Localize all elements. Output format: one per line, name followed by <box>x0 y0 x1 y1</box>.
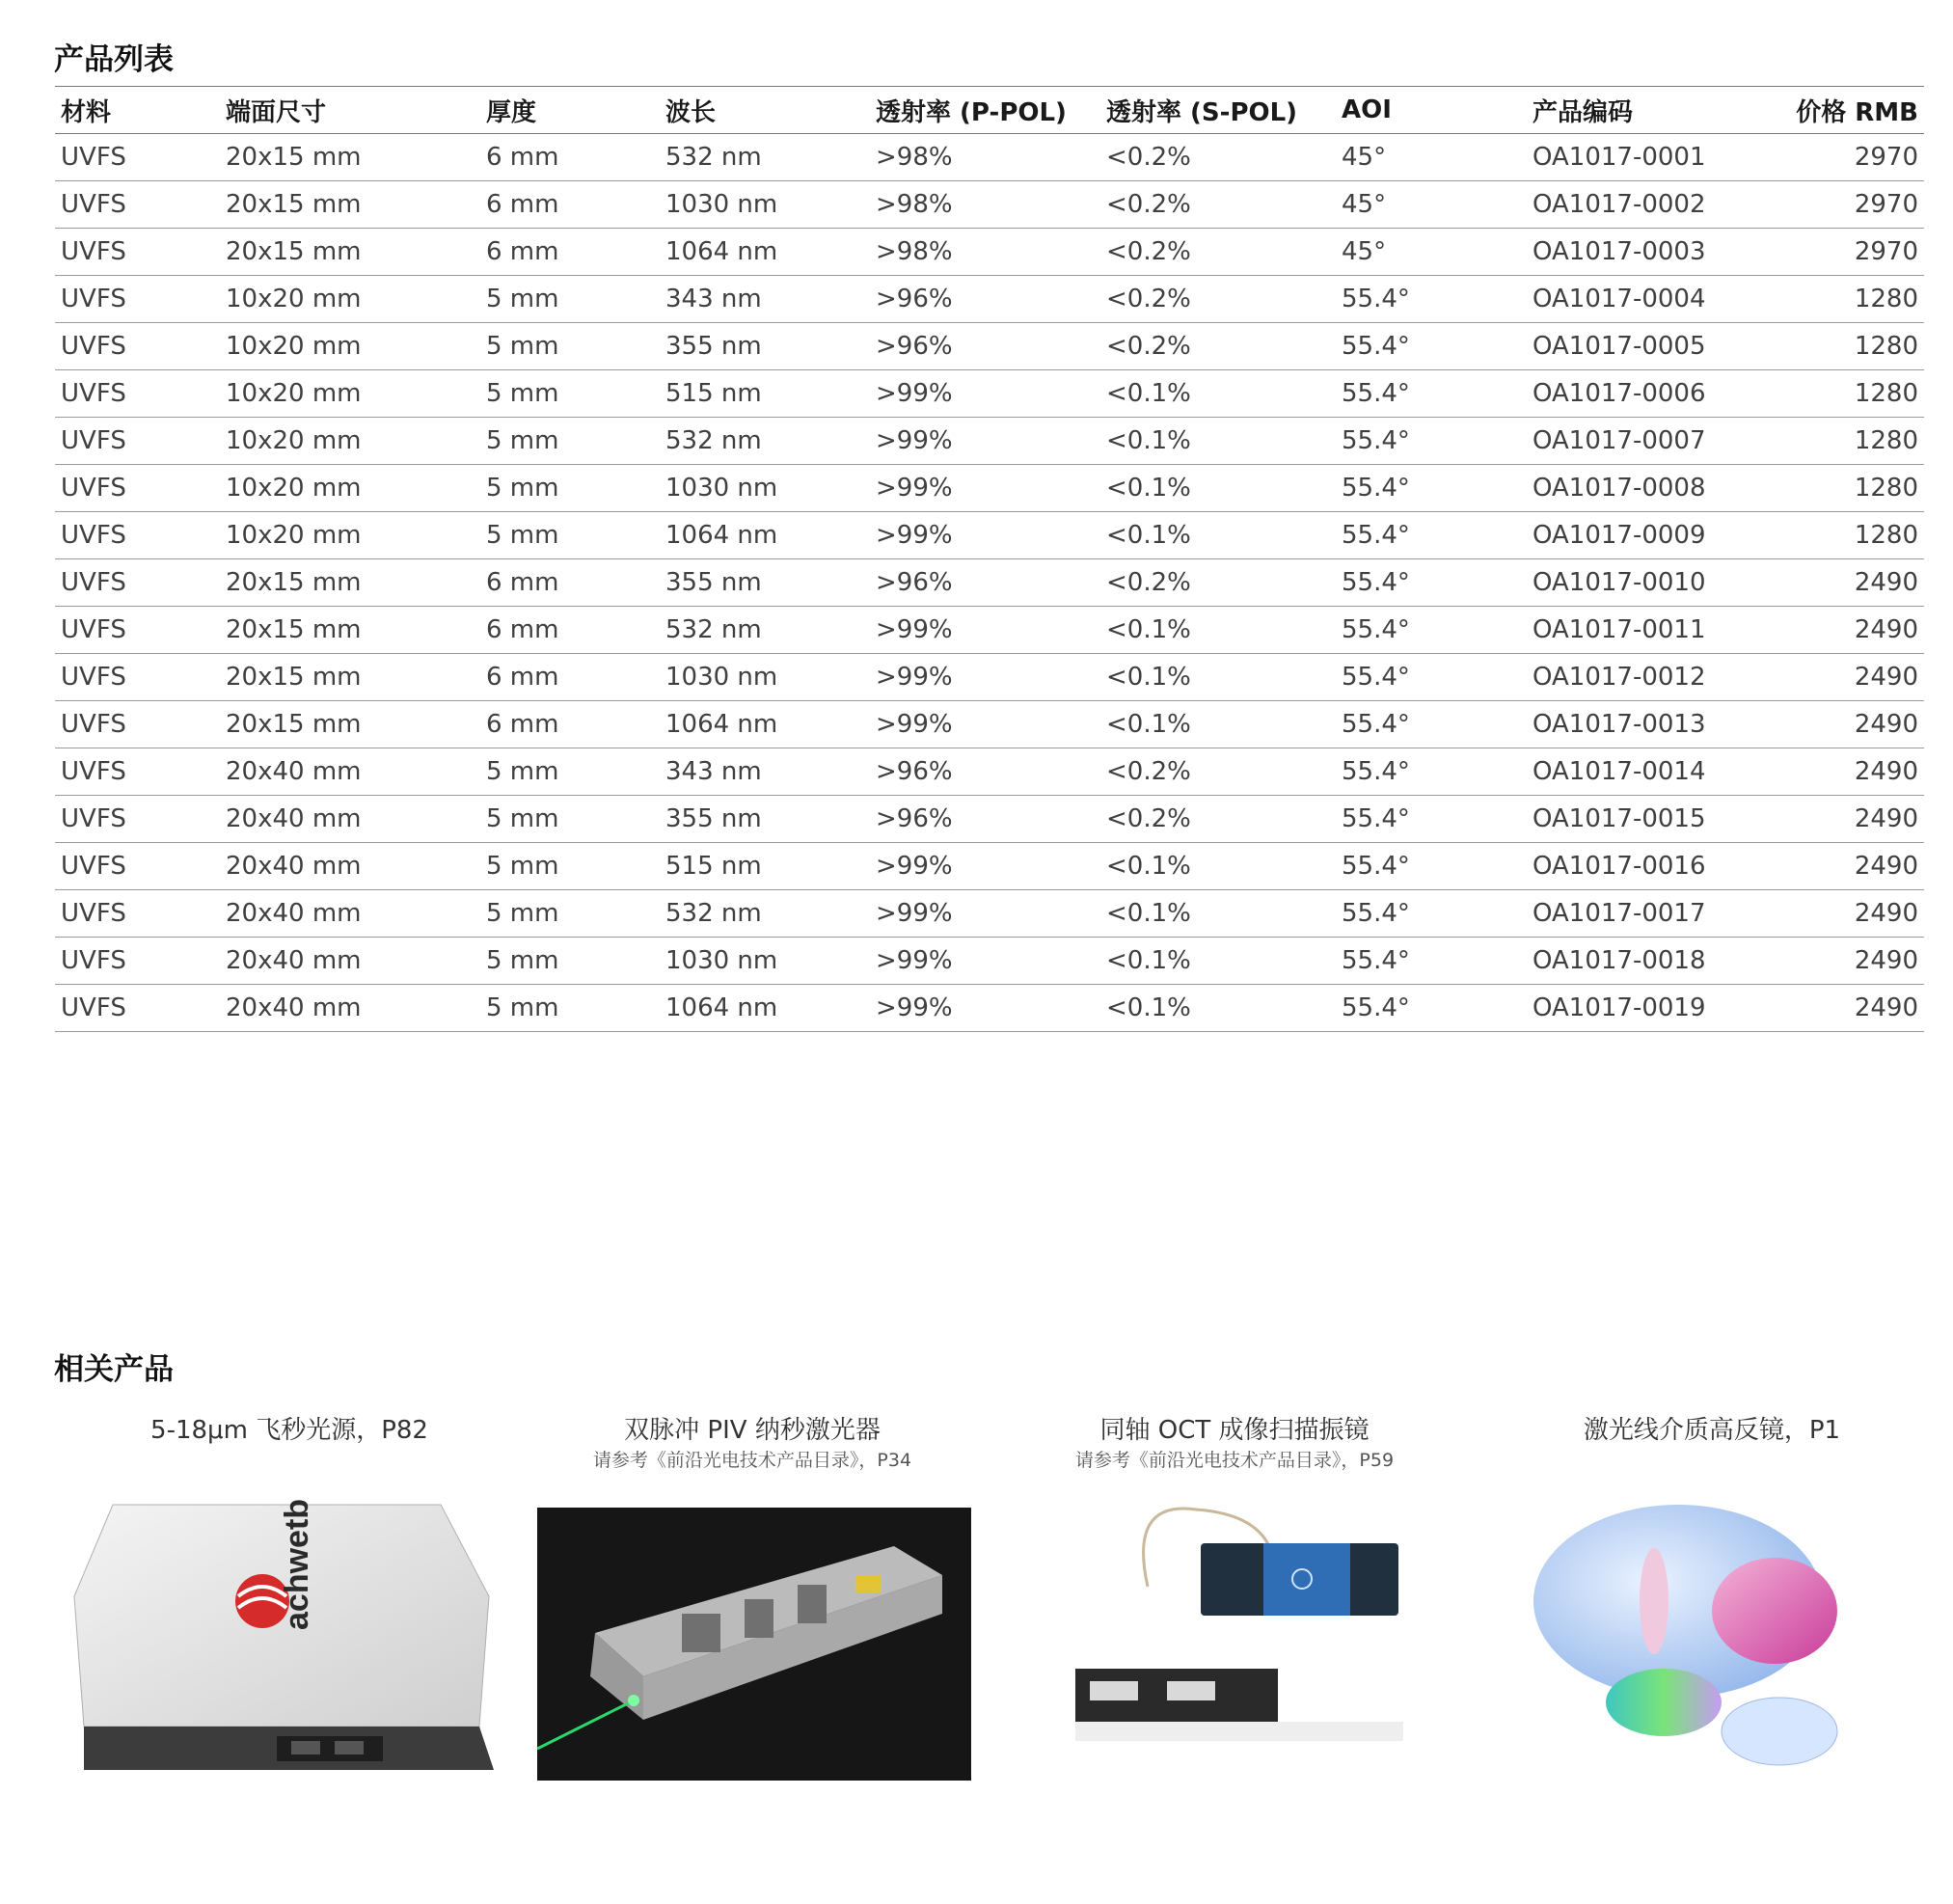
table-cell: 1280 <box>1776 276 1924 323</box>
table-cell: >96% <box>870 276 1100 323</box>
table-cell: 532 nm <box>660 418 870 465</box>
table-cell: 6 mm <box>480 181 660 229</box>
table-cell: <0.1% <box>1100 607 1336 654</box>
table-cell: 55.4° <box>1336 323 1527 370</box>
table-cell: 55.4° <box>1336 512 1527 559</box>
table-cell: <0.1% <box>1100 512 1336 559</box>
table-cell: <0.1% <box>1100 701 1336 748</box>
table-cell: OA1017-0006 <box>1527 370 1776 418</box>
table-cell: >99% <box>870 465 1100 512</box>
table-cell: 1030 nm <box>660 465 870 512</box>
table-row <box>55 229 1924 276</box>
table-cell: 515 nm <box>660 370 870 418</box>
product-list-title: 产品列表 <box>54 42 174 77</box>
table-cell: 532 nm <box>660 890 870 938</box>
table-cell: <0.1% <box>1100 370 1336 418</box>
related-item-title: 双脉冲 PIV 纳秒激光器 <box>624 1416 881 1445</box>
table-cell: 515 nm <box>660 843 870 890</box>
table-cell: <0.2% <box>1100 181 1336 229</box>
table-cell: 532 nm <box>660 134 870 181</box>
table-cell: 5 mm <box>480 985 660 1032</box>
table-cell: >96% <box>870 748 1100 796</box>
table-cell: 2970 <box>1776 134 1924 181</box>
table-cell: UVFS <box>55 465 220 512</box>
table-cell: OA1017-0004 <box>1527 276 1776 323</box>
table-cell: 10x20 mm <box>220 418 480 465</box>
table-header <box>55 87 1924 134</box>
table-cell: 2490 <box>1776 938 1924 985</box>
table-cell: UVFS <box>55 607 220 654</box>
table-cell: >99% <box>870 938 1100 985</box>
table-cell: 20x15 mm <box>220 134 480 181</box>
table-cell: 5 mm <box>480 323 660 370</box>
table-cell: 1280 <box>1776 512 1924 559</box>
table-cell: 55.4° <box>1336 796 1527 843</box>
table-cell: 55.4° <box>1336 418 1527 465</box>
table-cell: 5 mm <box>480 370 660 418</box>
table-cell: 55.4° <box>1336 559 1527 607</box>
table-body <box>55 134 1924 1032</box>
table-cell: >99% <box>870 654 1100 701</box>
table-cell: UVFS <box>55 276 220 323</box>
piv-laser-image[interactable] <box>537 1508 971 1781</box>
table-cell: UVFS <box>55 370 220 418</box>
table-cell: 55.4° <box>1336 607 1527 654</box>
table-cell: 5 mm <box>480 748 660 796</box>
dielectric-mirror-illustration <box>1533 1495 1861 1784</box>
related-item-piv-laser[interactable] <box>521 1414 984 1474</box>
table-cell: >96% <box>870 796 1100 843</box>
related-item-subtitle: 请参考《前沿光电技术产品目录》，P34 <box>592 1450 912 1471</box>
table-cell: OA1017-0016 <box>1527 843 1776 890</box>
column-header[interactable]: 价格 RMB <box>1776 87 1924 134</box>
table-cell: OA1017-0013 <box>1527 701 1776 748</box>
table-cell: OA1017-0005 <box>1527 323 1776 370</box>
table-cell: 10x20 mm <box>220 370 480 418</box>
table-cell: OA1017-0015 <box>1527 796 1776 843</box>
table-cell: OA1017-0003 <box>1527 229 1776 276</box>
table-cell: 5 mm <box>480 276 660 323</box>
table-row <box>55 276 1924 323</box>
oct-scanner-image[interactable] <box>1071 1500 1408 1751</box>
table-cell: >99% <box>870 370 1100 418</box>
table-cell: <0.1% <box>1100 843 1336 890</box>
table-cell: 1064 nm <box>660 985 870 1032</box>
table-cell: 55.4° <box>1336 938 1527 985</box>
table-cell: 5 mm <box>480 418 660 465</box>
table-row <box>55 607 1924 654</box>
femtosecond-source-illustration <box>55 1500 508 1784</box>
table-row <box>55 843 1924 890</box>
oct-scanner-illustration <box>1071 1500 1408 1751</box>
table-cell: 1030 nm <box>660 654 870 701</box>
table-cell: <0.1% <box>1100 418 1336 465</box>
table-cell: UVFS <box>55 748 220 796</box>
table-cell: OA1017-0014 <box>1527 748 1776 796</box>
table-cell: >99% <box>870 418 1100 465</box>
table-cell: <0.2% <box>1100 229 1336 276</box>
table-cell: 2970 <box>1776 229 1924 276</box>
table-cell: OA1017-0018 <box>1527 938 1776 985</box>
table-cell: >98% <box>870 229 1100 276</box>
table-row <box>55 748 1924 796</box>
table-cell: 1280 <box>1776 323 1924 370</box>
table-cell: 45° <box>1336 134 1527 181</box>
table-cell: 5 mm <box>480 465 660 512</box>
column-header[interactable]: 波长 <box>660 87 870 134</box>
table-cell: <0.1% <box>1100 890 1336 938</box>
table-cell: 20x15 mm <box>220 229 480 276</box>
table-cell: 55.4° <box>1336 370 1527 418</box>
table-cell: 5 mm <box>480 938 660 985</box>
brand-logo-text: achwetber <box>279 1500 315 1630</box>
table-cell: 355 nm <box>660 323 870 370</box>
related-products-title: 相关产品 <box>54 1352 174 1387</box>
table-cell: OA1017-0011 <box>1527 607 1776 654</box>
table-cell: UVFS <box>55 418 220 465</box>
table-cell: 20x15 mm <box>220 559 480 607</box>
table-cell: 6 mm <box>480 559 660 607</box>
table-cell: 6 mm <box>480 654 660 701</box>
table-cell: 2490 <box>1776 748 1924 796</box>
table-row <box>55 701 1924 748</box>
table-row <box>55 181 1924 229</box>
table-cell: 10x20 mm <box>220 276 480 323</box>
table-cell: 532 nm <box>660 607 870 654</box>
table-cell: 2490 <box>1776 701 1924 748</box>
dielectric-mirror-image[interactable] <box>1533 1495 1861 1784</box>
table-cell: >98% <box>870 134 1100 181</box>
column-header[interactable]: 厚度 <box>480 87 660 134</box>
product-table <box>55 86 1924 1032</box>
table-cell: 343 nm <box>660 276 870 323</box>
table-cell: <0.1% <box>1100 465 1336 512</box>
table-cell: UVFS <box>55 701 220 748</box>
table-cell: 20x40 mm <box>220 890 480 938</box>
table-cell: >99% <box>870 512 1100 559</box>
table-cell: 6 mm <box>480 134 660 181</box>
table-cell: 1064 nm <box>660 512 870 559</box>
table-row <box>55 418 1924 465</box>
table-cell: >96% <box>870 559 1100 607</box>
table-cell: 5 mm <box>480 796 660 843</box>
table-cell: 45° <box>1336 229 1527 276</box>
table-cell: 10x20 mm <box>220 512 480 559</box>
table-cell: UVFS <box>55 229 220 276</box>
table-cell: UVFS <box>55 843 220 890</box>
table-cell: 20x40 mm <box>220 796 480 843</box>
table-cell: 355 nm <box>660 796 870 843</box>
related-item-title: 同轴 OCT 成像扫描振镜 <box>1099 1416 1370 1445</box>
table-cell: 5 mm <box>480 890 660 938</box>
table-cell: 1064 nm <box>660 701 870 748</box>
table-header-row <box>55 87 1924 134</box>
table-cell: 343 nm <box>660 748 870 796</box>
table-cell: 55.4° <box>1336 748 1527 796</box>
table-cell: 2490 <box>1776 559 1924 607</box>
table-cell: 55.4° <box>1336 465 1527 512</box>
table-cell: 55.4° <box>1336 843 1527 890</box>
table-cell: >98% <box>870 181 1100 229</box>
table-cell: 5 mm <box>480 843 660 890</box>
related-item-oct-scanner[interactable] <box>1003 1414 1466 1474</box>
table-cell: <0.2% <box>1100 134 1336 181</box>
table-cell: 55.4° <box>1336 890 1527 938</box>
column-header[interactable]: 透射率 (P-POL) <box>870 87 1100 134</box>
table-row <box>55 134 1924 181</box>
table-cell: UVFS <box>55 796 220 843</box>
table-cell: 20x15 mm <box>220 607 480 654</box>
table-cell: UVFS <box>55 985 220 1032</box>
table-cell: OA1017-0019 <box>1527 985 1776 1032</box>
table-cell: 2490 <box>1776 607 1924 654</box>
table-cell: 1280 <box>1776 465 1924 512</box>
table-cell: OA1017-0012 <box>1527 654 1776 701</box>
table-cell: UVFS <box>55 512 220 559</box>
table-row <box>55 938 1924 985</box>
table-cell: <0.1% <box>1100 654 1336 701</box>
table-cell: 2490 <box>1776 654 1924 701</box>
table-cell: UVFS <box>55 654 220 701</box>
table-row <box>55 890 1924 938</box>
table-cell: 5 mm <box>480 512 660 559</box>
table-cell: <0.2% <box>1100 748 1336 796</box>
table-cell: UVFS <box>55 134 220 181</box>
piv-laser-illustration <box>537 1508 971 1781</box>
table-cell: UVFS <box>55 181 220 229</box>
table-cell: 2490 <box>1776 843 1924 890</box>
table-cell: 55.4° <box>1336 654 1527 701</box>
table-cell: <0.2% <box>1100 276 1336 323</box>
table-cell: 20x40 mm <box>220 843 480 890</box>
table-cell: <0.1% <box>1100 985 1336 1032</box>
femtosecond-source-image[interactable] <box>55 1500 508 1784</box>
related-item-title: 激光线介质高反镜，P1 <box>1583 1416 1841 1445</box>
table-cell: 45° <box>1336 181 1527 229</box>
table-cell: <0.2% <box>1100 323 1336 370</box>
column-header[interactable]: 端面尺寸 <box>220 87 480 134</box>
column-header[interactable]: 产品编码 <box>1527 87 1776 134</box>
related-item-title: 5-18μm 飞秒光源，P82 <box>150 1416 428 1445</box>
table-cell: UVFS <box>55 559 220 607</box>
table-cell: <0.1% <box>1100 938 1336 985</box>
table-cell: 20x40 mm <box>220 938 480 985</box>
table-row <box>55 559 1924 607</box>
table-cell: OA1017-0007 <box>1527 418 1776 465</box>
column-header[interactable]: 透射率 (S-POL) <box>1100 87 1336 134</box>
table-cell: 10x20 mm <box>220 323 480 370</box>
table-cell: 55.4° <box>1336 276 1527 323</box>
table-cell: 2970 <box>1776 181 1924 229</box>
table-cell: OA1017-0008 <box>1527 465 1776 512</box>
column-header[interactable]: AOI <box>1336 87 1527 134</box>
related-item-subtitle: 请参考《前沿光电技术产品目录》，P59 <box>1074 1450 1395 1471</box>
table-cell: 20x15 mm <box>220 701 480 748</box>
table-cell: OA1017-0009 <box>1527 512 1776 559</box>
table-cell: >99% <box>870 985 1100 1032</box>
table-row <box>55 796 1924 843</box>
related-item-femtosecond-source[interactable] <box>96 1414 482 1447</box>
table-cell: 6 mm <box>480 229 660 276</box>
table-cell: OA1017-0001 <box>1527 134 1776 181</box>
table-cell: 2490 <box>1776 796 1924 843</box>
table-cell: OA1017-0002 <box>1527 181 1776 229</box>
table-cell: 1064 nm <box>660 229 870 276</box>
table-cell: >99% <box>870 607 1100 654</box>
table-cell: 6 mm <box>480 607 660 654</box>
table-cell: 1280 <box>1776 418 1924 465</box>
table-cell: 1280 <box>1776 370 1924 418</box>
table-row <box>55 465 1924 512</box>
table-cell: 1030 nm <box>660 181 870 229</box>
table-cell: >96% <box>870 323 1100 370</box>
table-cell: 20x40 mm <box>220 985 480 1032</box>
table-cell: 20x40 mm <box>220 748 480 796</box>
table-row <box>55 323 1924 370</box>
table-cell: UVFS <box>55 890 220 938</box>
table-row <box>55 370 1924 418</box>
table-cell: >99% <box>870 843 1100 890</box>
table-cell: >99% <box>870 890 1100 938</box>
table-cell: 355 nm <box>660 559 870 607</box>
table-row <box>55 985 1924 1032</box>
table-cell: UVFS <box>55 323 220 370</box>
table-cell: 55.4° <box>1336 701 1527 748</box>
table-row <box>55 512 1924 559</box>
table-cell: OA1017-0017 <box>1527 890 1776 938</box>
table-cell: 2490 <box>1776 890 1924 938</box>
table-cell: 10x20 mm <box>220 465 480 512</box>
table-cell: >99% <box>870 701 1100 748</box>
table-cell: 2490 <box>1776 985 1924 1032</box>
table-cell: OA1017-0010 <box>1527 559 1776 607</box>
table-cell: 20x15 mm <box>220 654 480 701</box>
table-cell: <0.2% <box>1100 559 1336 607</box>
table-cell: UVFS <box>55 938 220 985</box>
column-header[interactable]: 材料 <box>55 87 220 134</box>
table-cell: <0.2% <box>1100 796 1336 843</box>
table-row <box>55 654 1924 701</box>
related-item-dielectric-mirror[interactable] <box>1490 1414 1934 1447</box>
table-cell: 6 mm <box>480 701 660 748</box>
table-cell: 1030 nm <box>660 938 870 985</box>
table-cell: 55.4° <box>1336 985 1527 1032</box>
table-cell: 20x15 mm <box>220 181 480 229</box>
